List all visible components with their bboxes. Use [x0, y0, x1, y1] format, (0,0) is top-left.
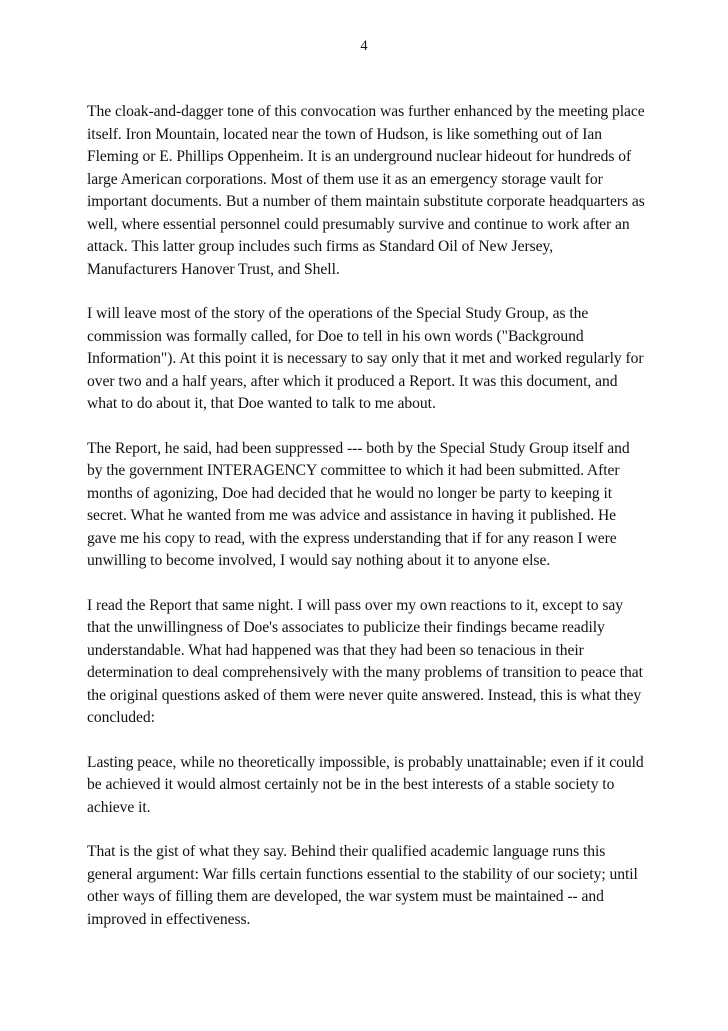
- body-text: [87, 101, 647, 953]
- paragraph-read-report: I read the Report that same night. I will pass over my own reactions to it, except to say that the unwillingness of Doe's associates to publicize their findings became readily understandable. What had happened was that they had been so tenacious in their determination to deal comprehensively with the many problems of transition to peace that the original questions asked of them were never quite answered. Instead, this is what they concluded:: [87, 596, 643, 726]
- page-number: 4: [360, 38, 368, 54]
- paragraph-gist: That is the gist of what they say. Behind their qualified academic language runs this general argument: War fills certain functions essential to the stability of our society; until other ways of filling them are developed, the war system must be maintained -- and improved in effectiveness.: [87, 843, 638, 928]
- paragraph-report-suppressed: The Report, he said, had been suppressed --- both by the Special Study Group itself and by the government INTERAGENCY committee to which it had been submitted. After months of agonizing, Doe had decided that he would no longer be party to keeping it secret. What he wanted from me was advice and assistance in having it published. He gave me his copy to read, with the express understanding that if for any reason I were unwilling to become involved, I would say nothing about it to anyone else.: [87, 439, 630, 569]
- paragraph-iron-mountain: The cloak-and-dagger tone of this convocation was further enhanced by the meeting place itself. Iron Mountain, located near the town of Hudson, is like something out of Ian Fleming or E. Phillips Oppenheim. It is an underground nuclear hideout for hundreds of large American corporations. Most of them use it as an emergency storage vault for important documents. But a number of them maintain substitute corporate headquarters as well, where essential personnel could presumably survive and continue to work after an attack. This latter group includes such firms as Standard Oil of New Jersey, Manufacturers Hanover Trust, and Shell.: [87, 103, 645, 278]
- paragraph-special-study-group: I will leave most of the story of the operations of the Special Study Group, as the commission was formally called, for Doe to tell in his own words ("Background Information"). At this point it is necessary to say only that it met and worked regularly for over two and a half years, after which it produced a Report. It was this document, and what to do about it, that Doe wanted to talk to me about.: [87, 305, 644, 412]
- paragraph-lasting-peace: Lasting peace, while no theoretically impossible, is probably unattainable; even if it could be achieved it would almost certainly not be in the best interests of a stable society to achieve it.: [87, 753, 644, 816]
